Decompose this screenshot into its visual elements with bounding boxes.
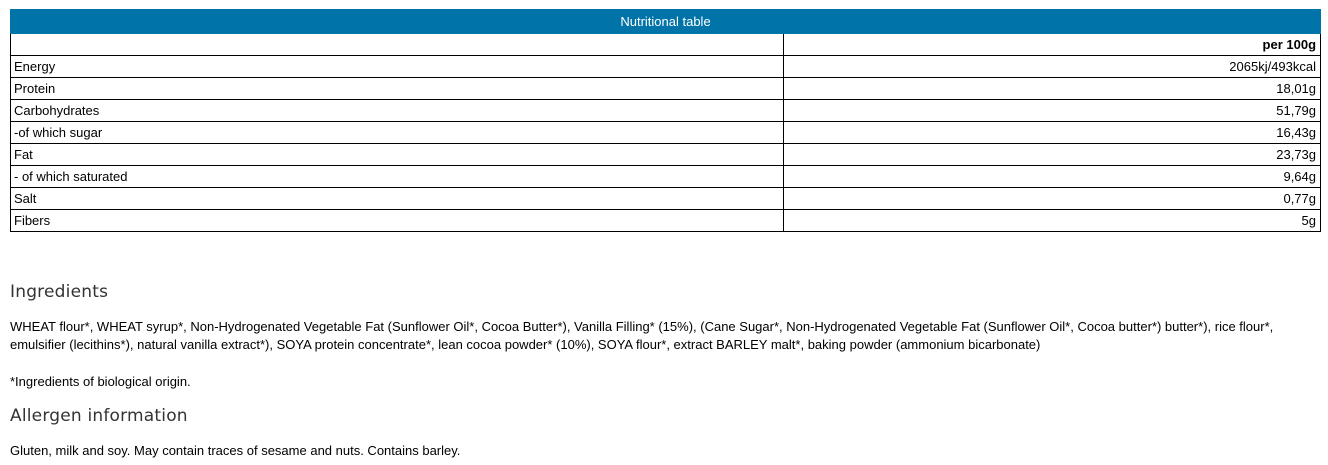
nutrient-value: 23,73g bbox=[784, 144, 1321, 166]
nutrient-value: 9,64g bbox=[784, 166, 1321, 188]
nutrient-value: 16,43g bbox=[784, 122, 1321, 144]
nutrient-value: 0,77g bbox=[784, 188, 1321, 210]
nutrient-label: Protein bbox=[11, 78, 784, 100]
nutrition-row-fat bbox=[11, 144, 1321, 166]
nutrition-row-sugar bbox=[11, 122, 1321, 144]
nutrient-value: 2065kj/493kcal bbox=[784, 56, 1321, 78]
nutrient-value: 18,01g bbox=[784, 78, 1321, 100]
nutrient-label: Salt bbox=[11, 188, 784, 210]
nutrient-label: Energy bbox=[11, 56, 784, 78]
ingredients-text: WHEAT flour*, WHEAT syrup*, Non-Hydrogenated Vegetable Fat (Sunflower Oil*, Cocoa Butter*), Vanilla Filling* (15%), (Cane Sugar*, Non-Hydrogenated Vegetable Fat (Sunflower Oil*, Cocoa butter*) butter*), rice flour*, emulsifier (lecithins*), natural vanilla extract*), SOYA protein concentrate*, lean cocoa powder* (10%), SOYA flour*, extract BARLEY malt*, baking powder (ammonium bicarbonate) bbox=[10, 319, 1274, 352]
nutrition-table bbox=[10, 9, 1321, 232]
nutrition-header-value: per 100g bbox=[784, 34, 1321, 56]
ingredients-origin-note: *Ingredients of biological origin. bbox=[10, 374, 191, 389]
nutrition-row-saturated bbox=[11, 166, 1321, 188]
nutrition-row-protein bbox=[11, 78, 1321, 100]
nutrition-row-salt bbox=[11, 188, 1321, 210]
allergen-heading: Allergen information bbox=[10, 406, 188, 426]
nutrient-label: Fat bbox=[11, 144, 784, 166]
nutrient-value: 51,79g bbox=[784, 100, 1321, 122]
nutrition-row-fibers bbox=[11, 210, 1321, 232]
nutrition-table-title: Nutritional table bbox=[11, 10, 1321, 34]
nutrient-value: 5g bbox=[784, 210, 1321, 232]
nutrition-row-energy bbox=[11, 56, 1321, 78]
nutrient-label: - of which saturated bbox=[11, 166, 784, 188]
ingredients-heading: Ingredients bbox=[10, 282, 109, 302]
nutrition-row-carbohydrates bbox=[11, 100, 1321, 122]
nutrition-header-row bbox=[11, 34, 1321, 56]
nutrition-header-label bbox=[11, 34, 784, 56]
nutrient-label: -of which sugar bbox=[11, 122, 784, 144]
nutrient-label: Fibers bbox=[11, 210, 784, 232]
nutrient-label: Carbohydrates bbox=[11, 100, 784, 122]
nutrition-table-caption-row bbox=[11, 10, 1321, 34]
allergen-text: Gluten, milk and soy. May contain traces of sesame and nuts. Contains barley. bbox=[10, 443, 461, 458]
